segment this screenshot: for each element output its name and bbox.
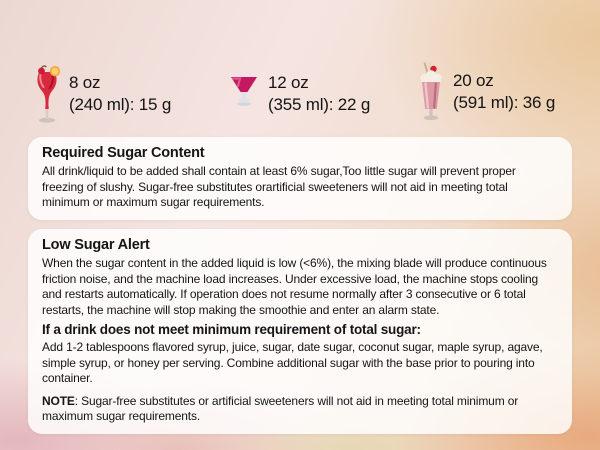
note-label: NOTE xyxy=(42,393,75,408)
remedy-body: Add 1-2 tablespoons flavored syrup, juice, sugar, date sugar, coconut sugar, maple syrup, agave, simple syrup, or honey per serving. Combine additional sugar with the base prior to pouring into container. xyxy=(42,340,543,385)
serving-12oz-detail: (355 ml): 22 g xyxy=(268,95,371,114)
low-sugar-alert-card xyxy=(28,229,572,434)
serving-12oz-size: 12 oz xyxy=(268,73,309,92)
serving-12oz xyxy=(227,64,370,124)
serving-8oz xyxy=(32,64,171,124)
serving-8oz-detail: (240 ml): 15 g xyxy=(69,95,172,114)
serving-20oz xyxy=(416,60,555,124)
note-paragraph xyxy=(42,394,558,425)
milkshake-icon xyxy=(416,60,446,124)
required-sugar-body: All drink/liquid to be added shall contain at least 6% sugar,Too little sugar will prevent proper freezing of slushy. Sugar-free substitutes orartificial sweeteners will not aid in meeting total minimum or maximum sugar requirements. xyxy=(42,164,516,209)
serving-8oz-size: 8 oz xyxy=(69,73,101,92)
serving-20oz-detail: (591 ml): 36 g xyxy=(453,93,556,112)
required-sugar-card xyxy=(28,137,572,220)
serving-12oz-label xyxy=(268,72,370,116)
tropical-drink-icon xyxy=(32,65,62,123)
low-sugar-alert-body: When the sugar content in the added liquid is low (<6%), the mixing blade will produce continuous friction noise, and the machine load increases. Under excessive load, the machine stops cooling and restarts automatically. If operation does not resume normally after 3 consecutive or 6 total restarts, the machine will stop making the smoothie and enter an alarm state. xyxy=(42,256,547,317)
cocktail-glass-icon xyxy=(227,72,261,116)
required-sugar-title: Required Sugar Content xyxy=(42,145,205,161)
low-sugar-alert-title: Low Sugar Alert xyxy=(42,237,150,253)
serving-20oz-label xyxy=(453,70,555,114)
serving-20oz-size: 20 oz xyxy=(453,71,494,90)
serving-8oz-label xyxy=(69,72,171,116)
note-body: : Sugar-free substitutes or artificial sweeteners will not aid in meeting total minimum or maximum sugar requirements. xyxy=(42,393,519,423)
minimum-requirement-subheading: If a drink does not meet minimum requirement of total sugar: xyxy=(42,322,421,337)
